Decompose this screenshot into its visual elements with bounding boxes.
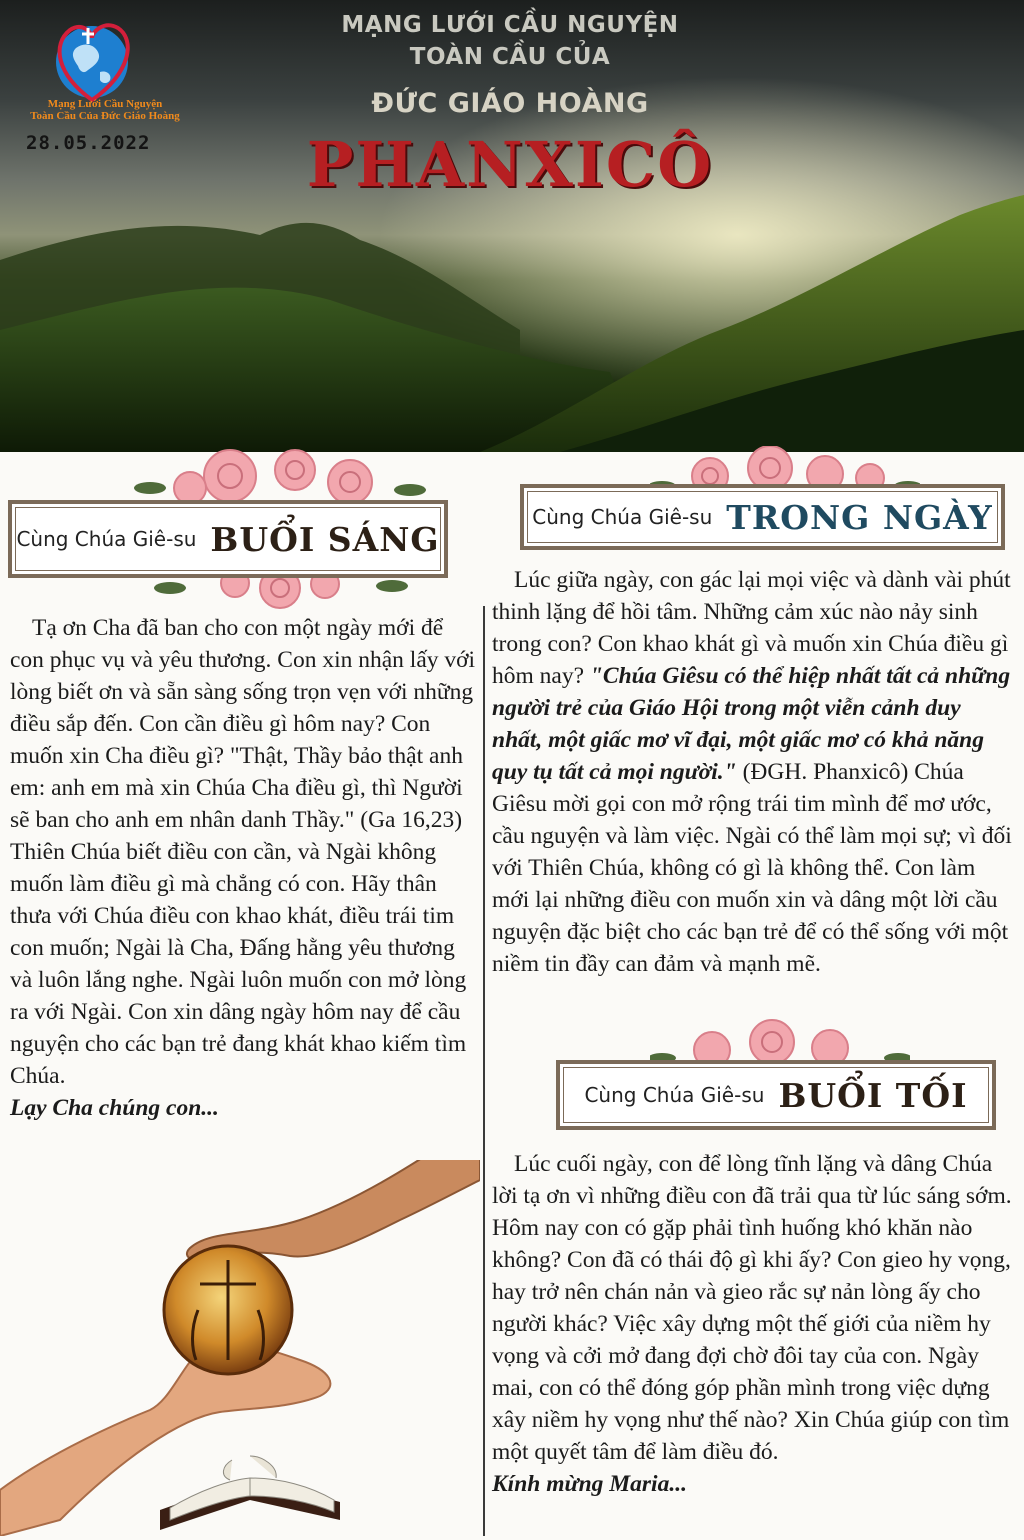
evening-header-small: Cùng Chúa Giê-su [584, 1083, 765, 1107]
logo-caption-line-2: Toàn Cầu Của Đức Giáo Hoàng [30, 110, 180, 122]
midday-text-block [492, 564, 1016, 980]
evening-prayer-text: Lúc cuối ngày, con để lòng tĩnh lặng và dâng Chúa lời tạ ơn vì những điều con đã trải qua từ lúc sáng sớm. Hôm nay con có gặp phải tình huống khó khăn nào không? Con đã có thái độ gì khi ấy? Con gieo hy vọng, hay trở nên chán nản và gieo rắc sự nản lòng ấy cho người khác? Việc xây dựng một thế giới của niềm hy vọng và cởi mở đang đợi chờ đôi tay của con. Ngày mai, con có thể đóng góp phần mình trong việc dựng xây niềm hy vọng như thế nào? Xin Chúa giúp con tìm một quyết tâm để làm điều đó. [492, 1151, 1012, 1465]
title-line-2: TOÀN CẦU CỦA [409, 44, 611, 70]
midday-quote: "Chúa Giêsu có thể hiệp nhất tất cả những người trẻ của Giáo Hội trong một viễn cảnh duy nhất, một giấc mơ vĩ đại, một giấc mơ có khả năng quy tụ tất cả mọi người." [492, 663, 1011, 785]
open-bible-icon [160, 1456, 340, 1530]
midday-header-small: Cùng Chúa Giê-su [532, 505, 713, 529]
hero-banner [0, 0, 1024, 452]
midday-text-2: (ĐGH. Phanxicô) Chúa Giêsu mời gọi con mở rộng trái tim mình để mơ ước, cầu nguyện và làm việc. Ngài có thể làm mọi sự; vì đối với Thiên Chúa, không có gì là không thể. Con làm mới lại những điều con muốn xin và dâng một lời cầu nguyện đặc biệt cho các bạn trẻ để có thể sống với một niềm tin đầy can đảm và mạnh mẽ. [492, 759, 1012, 977]
midday-header-title: TRONG NGÀY [726, 497, 993, 537]
morning-text-block [10, 612, 478, 1124]
page-title: PHANXICÔ [306, 128, 714, 201]
morning-closing: Lạy Cha chúng con... [10, 1095, 219, 1121]
morning-header-small: Cùng Chúa Giê-su [16, 527, 197, 551]
evening-text-block [492, 1148, 1016, 1500]
morning-header [8, 500, 448, 578]
title-line-1: MẠNG LƯỚI CẦU NGUYỆN [341, 12, 679, 38]
evening-header-title: BUỔI TỐI [778, 1075, 968, 1115]
evening-header [556, 1060, 996, 1130]
date-label: 28.05.2022 [26, 132, 151, 154]
morning-header-title: BUỔI SÁNG [210, 519, 440, 559]
morning-prayer-text: Tạ ơn Cha đã ban cho con một ngày mới để con phục vụ và yêu thương. Con xin nhận lấy với lòng biết ơn và sẵn sàng sống trọn vẹn với những điều sắp đến. Con cần điều gì hôm nay? Con muốn xin Cha điều gì? "Thật, Thầy bảo thật anh em: anh em mà xin Chúa Cha điều gì, thì Người sẽ ban cho anh em nhân danh Thầy." (Ga 16,23) Thiên Chúa biết điều con cần, và Ngài không muốn làm điều gì mà chẳng có con. Hãy thân thưa với Chúa điều con khao khát, điều trái tim con muốn; Ngài là Cha, Đấng hằng yêu thương và luôn lắng nghe. Ngài luôn muốn con mở lòng ra với Ngài. Con xin dâng ngày hôm nay để cầu nguyện cho các bạn trẻ đang khát khao kiếm tìm Chúa. [10, 615, 476, 1089]
column-divider [483, 606, 485, 1536]
midday-text-1: Lúc giữa ngày, con gác lại mọi việc và dành vài phút thinh lặng để hồi tâm. Những cảm xúc nào nảy sinh trong con? Con khao khát gì và muốn xin Chúa điều gì hôm nay? [492, 567, 1011, 689]
title-line-3: ĐỨC GIÁO HOÀNG [371, 88, 649, 119]
hands-holding-globe-illustration [0, 1160, 480, 1536]
logo-caption-line-1: Mạng Lưới Cầu Nguyện [47, 98, 163, 110]
globe-heart-icon [46, 14, 138, 106]
evening-closing: Kính mừng Maria... [492, 1471, 687, 1497]
midday-header [520, 484, 1005, 550]
